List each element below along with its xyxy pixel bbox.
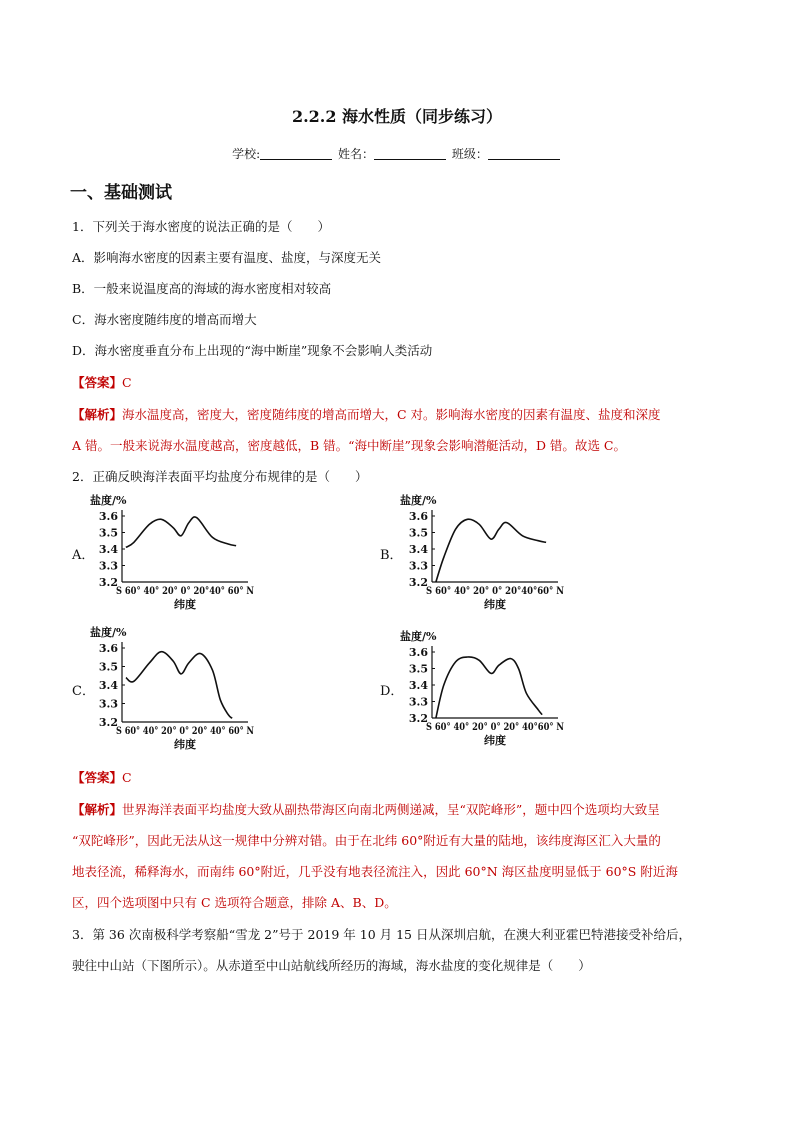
chart-d-ytick-label: 3.4 <box>408 679 428 692</box>
salinity-chart-d <box>398 628 588 748</box>
school-blank <box>260 147 332 160</box>
chart-a-salinity-line <box>126 517 236 547</box>
q2-answer <box>72 768 132 786</box>
salinity-chart-c <box>88 624 278 752</box>
q2-analysis-text-1: 世界海洋表面平均盐度大致从副热带海区向南北两侧递减，呈“双陀峰形”，题中四个选项均大致呈 <box>122 802 660 817</box>
salinity-chart-a <box>88 492 278 612</box>
q2-analysis-label: 【解析】 <box>72 802 123 817</box>
page-title: 2.2.2 海水性质（同步练习） <box>291 107 503 126</box>
q2-option-a-letter: A． <box>72 548 95 563</box>
q2-answer-value: C <box>122 770 132 785</box>
q1-option-b: B．一般来说温度高的海域的海水密度相对较高 <box>72 281 332 296</box>
section-title: 一、基础测试 <box>70 183 172 203</box>
q1-analysis-label: 【解析】 <box>72 407 123 422</box>
chart-a-ytick-label: 3.5 <box>98 526 118 540</box>
q1-analysis-1 <box>72 405 661 423</box>
chart-d-salinity-line <box>436 657 542 718</box>
q2-option-b-letter: B． <box>380 548 403 563</box>
chart-d-ytick-label: 3.2 <box>408 712 428 725</box>
q2-analysis-4: 区，四个选项图中只有 C 选项符合题意，排除 A、B、D。 <box>72 895 397 910</box>
q1-answer-label: 【答案】 <box>72 375 123 390</box>
q2-option-d-letter: D． <box>380 684 404 699</box>
q1-stem: 1．下列关于海水密度的说法正确的是（ ） <box>72 219 330 234</box>
q2-analysis-3: 地表径流，稀释海水，而南纬 60°附近，几乎没有地表径流注入，因此 60°N 海区盐度明显低于 60°S 附近海 <box>72 864 678 879</box>
chart-c-ytick-label: 3.2 <box>98 716 118 729</box>
q1-option-d: D．海水密度垂直分布上出现的“海中断崖”现象不会影响人类活动 <box>72 343 433 358</box>
class-label: 班级： <box>451 147 488 161</box>
q1-answer <box>72 373 132 391</box>
chart-b-ytick-label: 3.5 <box>408 526 428 540</box>
chart-c-salinity-line <box>126 652 232 719</box>
q3-stem-2: 驶往中山站（下图所示）。从赤道至中山站航线所经历的海域，海水盐度的变化规律是（ ） <box>72 958 591 973</box>
chart-c-ytick-label: 3.3 <box>98 697 118 711</box>
chart-c-xlabel: 纬度 <box>174 738 196 751</box>
chart-d-ytick-label: 3.5 <box>408 662 428 676</box>
chart-b-salinity-line <box>436 519 546 582</box>
chart-a-ytick-label: 3.2 <box>98 576 118 589</box>
chart-a-ytick-label: 3.4 <box>98 543 118 556</box>
q1-option-a: A．影响海水密度的因素主要有温度、盐度，与深度无关 <box>72 250 382 265</box>
student-info <box>0 145 794 162</box>
q1-analysis-text-1: 海水温度高，密度大，密度随纬度的增高而增大，C 对。影响海水密度的因素有温度、盐度和深度 <box>122 407 661 422</box>
chart-b-ytick-label: 3.6 <box>408 510 428 523</box>
name-label: 姓名： <box>338 147 375 161</box>
chart-b-ytick-label: 3.3 <box>408 559 428 573</box>
chart-b-ytick-label: 3.4 <box>408 543 428 556</box>
q2-analysis-2: “双陀峰形”，因此无法从这一规律中分辨对错。由于在北纬 60°附近有大量的陆地，该纬度海区汇入大量的 <box>72 833 661 848</box>
q1-option-c: C．海水密度随纬度的增高而增大 <box>72 312 257 327</box>
q3-stem-1: 3．第 36 次南极科学考察船“雪龙 2”号于 2019 年 10 月 15 日从深圳启航，在澳大利亚霍巴特港接受补给后， <box>72 927 691 942</box>
school-label: 学校: <box>232 147 261 161</box>
q1-analysis-2: A 错。一般来说海水温度越高，密度越低，B 错。“海中断崖”现象会影响潜艇活动，D 错。故选 C。 <box>72 438 626 453</box>
chart-c-ylabel: 盐度/% <box>90 626 127 639</box>
chart-a-xlabel: 纬度 <box>174 598 196 611</box>
chart-d-ytick-label: 3.6 <box>408 646 428 659</box>
chart-a-xtick-labels: S 60° 40° 20° 0° 20°40° 60° N <box>116 585 255 597</box>
chart-b-ylabel: 盐度/% <box>400 494 437 507</box>
chart-d-ytick-label: 3.3 <box>408 695 428 709</box>
chart-d-xtick-labels: S 60° 40° 20° 0° 20° 40°60° N <box>426 721 565 733</box>
chart-d-ylabel: 盐度/% <box>400 630 437 643</box>
chart-c-ytick-label: 3.6 <box>98 642 118 655</box>
class-blank <box>488 147 560 160</box>
q1-answer-value: C <box>122 375 132 390</box>
q2-analysis-1 <box>72 800 660 818</box>
chart-b-xtick-labels: S 60° 40° 20° 0° 20°40°60° N <box>426 585 565 597</box>
salinity-chart-b <box>398 492 588 612</box>
chart-b-ytick-label: 3.2 <box>408 576 428 589</box>
q2-option-c-letter: C． <box>72 684 95 699</box>
q2-stem: 2．正确反映海洋表面平均盐度分布规律的是（ ） <box>72 469 368 484</box>
chart-a-ytick-label: 3.6 <box>98 510 118 523</box>
name-blank <box>374 147 446 160</box>
chart-a-ytick-label: 3.3 <box>98 559 118 573</box>
q2-answer-label: 【答案】 <box>72 770 123 785</box>
chart-a-ylabel: 盐度/% <box>90 494 127 507</box>
chart-d-xlabel: 纬度 <box>484 734 506 747</box>
chart-c-xtick-labels: S 60° 40° 20° 0° 20° 40° 60° N <box>116 725 255 737</box>
chart-b-xlabel: 纬度 <box>484 598 506 611</box>
chart-c-ytick-label: 3.4 <box>98 679 118 692</box>
chart-c-ytick-label: 3.5 <box>98 660 118 674</box>
